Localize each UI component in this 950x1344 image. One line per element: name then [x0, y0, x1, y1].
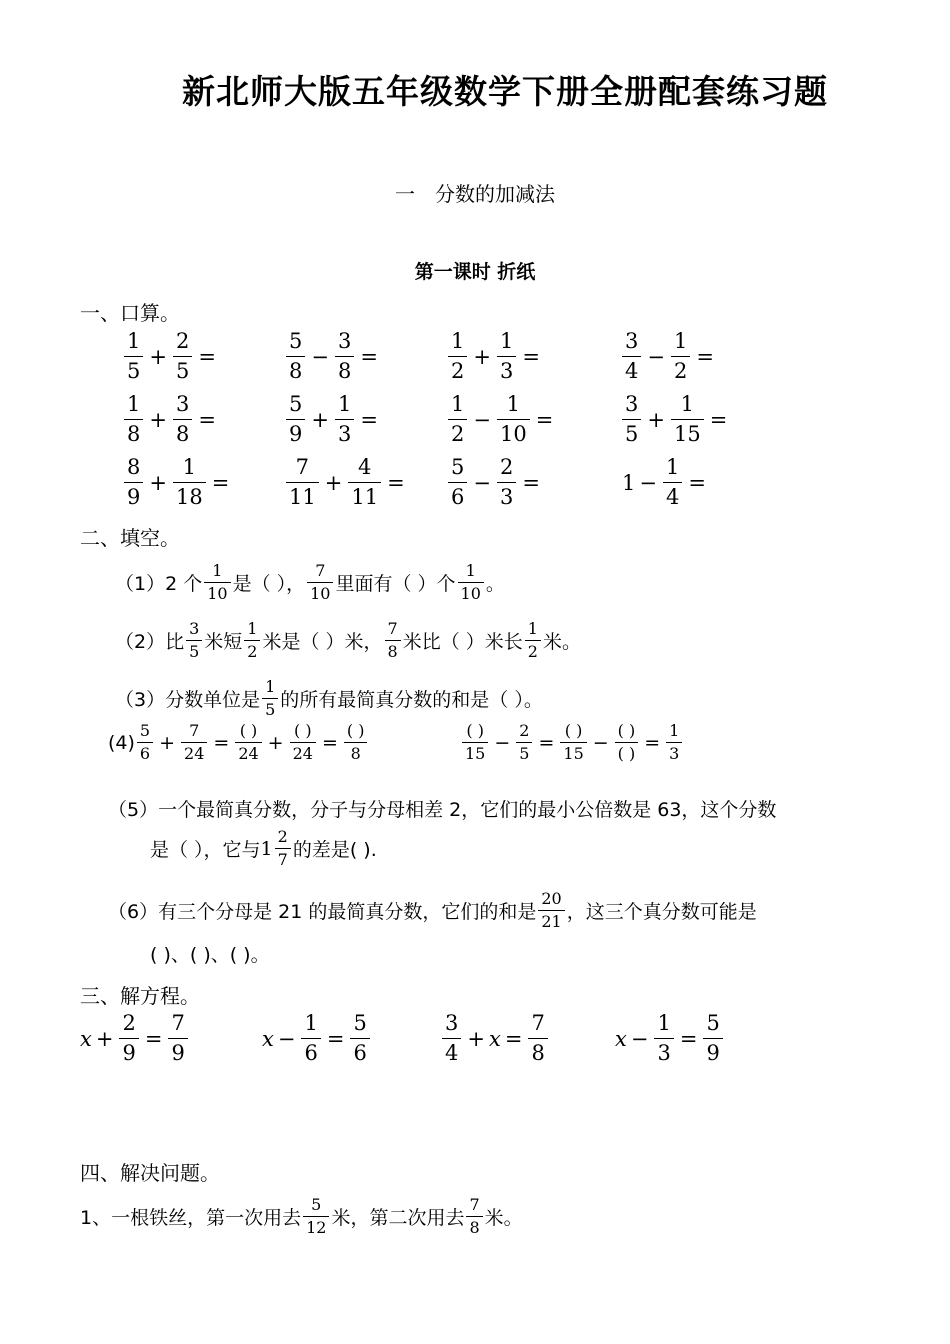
equation-2: x − $\frac{1}{6}$ = $\frac{5}{6}$: [262, 1012, 372, 1065]
fill-question-5-line1: （5）一个最简真分数，分子与分母相差 2，它们的最小公倍数是 63，这个分数: [108, 799, 777, 821]
oral-item-3: $\frac{1}{2}$ + $\frac{1}{3}$ =: [446, 330, 544, 383]
oral-item-4: $\frac{3}{4}$ − $\frac{1}{2}$ =: [620, 330, 718, 383]
section-fill-heading: 二、填空。: [80, 526, 180, 550]
page-title: 新北师大版五年级数学下册全册配套练习题: [182, 72, 828, 111]
oral-item-9: $\frac{8}{9}$ + $\frac{1}{18}$ =: [122, 456, 233, 509]
fill-question-4-left: (4) $\frac{5}{6}$ + $\frac{7}{24}$ = $\frac{( )}{24}$ + $\frac{( )}{24}$ = $\frac{( )}{8}$: [108, 722, 369, 763]
oral-item-5: $\frac{1}{8}$ + $\frac{3}{8}$ =: [122, 393, 220, 446]
oral-item-12: 1 − $\frac{1}{4}$ =: [622, 455, 706, 509]
lesson-heading: 第一课时 折纸: [414, 261, 536, 283]
section-equation-heading: 三、解方程。: [80, 984, 200, 1008]
section-problem-heading: 四、解决问题。: [80, 1161, 220, 1185]
oral-item-1: $\frac{1}{5}$ + $\frac{2}{5}$ =: [122, 330, 220, 383]
fill-question-5-line2: 是（ ），它与 1 $\frac{2}{7}$ 的差是( ).: [150, 827, 377, 869]
oral-item-6: $\frac{5}{9}$ + $\frac{1}{3}$ =: [284, 393, 382, 446]
fill-question-2: （2）比 $\frac{3}{5}$ 米短 $\frac{1}{2}$ 米是（ ）米， $\frac{7}{8}$ 米比（ ）米长 $\frac{1}{2}$ 米。: [115, 619, 581, 661]
fill-question-6-line2: ( )、( )、( )。: [150, 944, 270, 966]
fill-question-1: （1）2 个 $\frac{1}{10}$ 是（ ）， $\frac{7}{10}$ 里面有（ ）个 $\frac{1}{10}$ 。: [115, 561, 505, 603]
fill-question-4-right: $\frac{( )}{15}$ − $\frac{2}{5}$ = $\frac{( )}{15}$ − $\frac{( )}{( )}$ = $\frac{1}{3}$: [460, 722, 684, 763]
fill-question-6-line1: （6）有三个分母是 21 的最简真分数，它们的和是 $\frac{20}{21}$ ，这三个真分数可能是: [108, 889, 757, 931]
oral-item-7: $\frac{1}{2}$ − $\frac{1}{10}$ =: [446, 393, 557, 446]
oral-item-8: $\frac{3}{5}$ + $\frac{1}{15}$ =: [620, 393, 731, 446]
fill-question-3: （3）分数单位是 $\frac{1}{5}$ 的所有最简真分数的和是（ ）。: [115, 677, 543, 719]
problem-1: 1、一根铁丝，第一次用去 $\frac{5}{12}$ 米，第二次用去 $\frac{7}{8}$ 米。: [80, 1195, 523, 1237]
oral-item-10: $\frac{7}{11}$ + $\frac{4}{11}$ =: [284, 456, 409, 509]
oral-item-2: $\frac{5}{8}$ − $\frac{3}{8}$ =: [284, 330, 382, 383]
equation-4: x − $\frac{1}{3}$ = $\frac{5}{9}$: [615, 1012, 725, 1065]
equation-3: $\frac{3}{4}$ + x = $\frac{7}{8}$: [440, 1012, 550, 1065]
section-oral-heading: 一、口算。: [80, 301, 180, 325]
unit-heading: 一 分数的加减法: [395, 182, 555, 206]
equation-1: x + $\frac{2}{9}$ = $\frac{7}{9}$: [80, 1012, 190, 1065]
oral-item-11: $\frac{5}{6}$ − $\frac{2}{3}$ =: [446, 456, 544, 509]
